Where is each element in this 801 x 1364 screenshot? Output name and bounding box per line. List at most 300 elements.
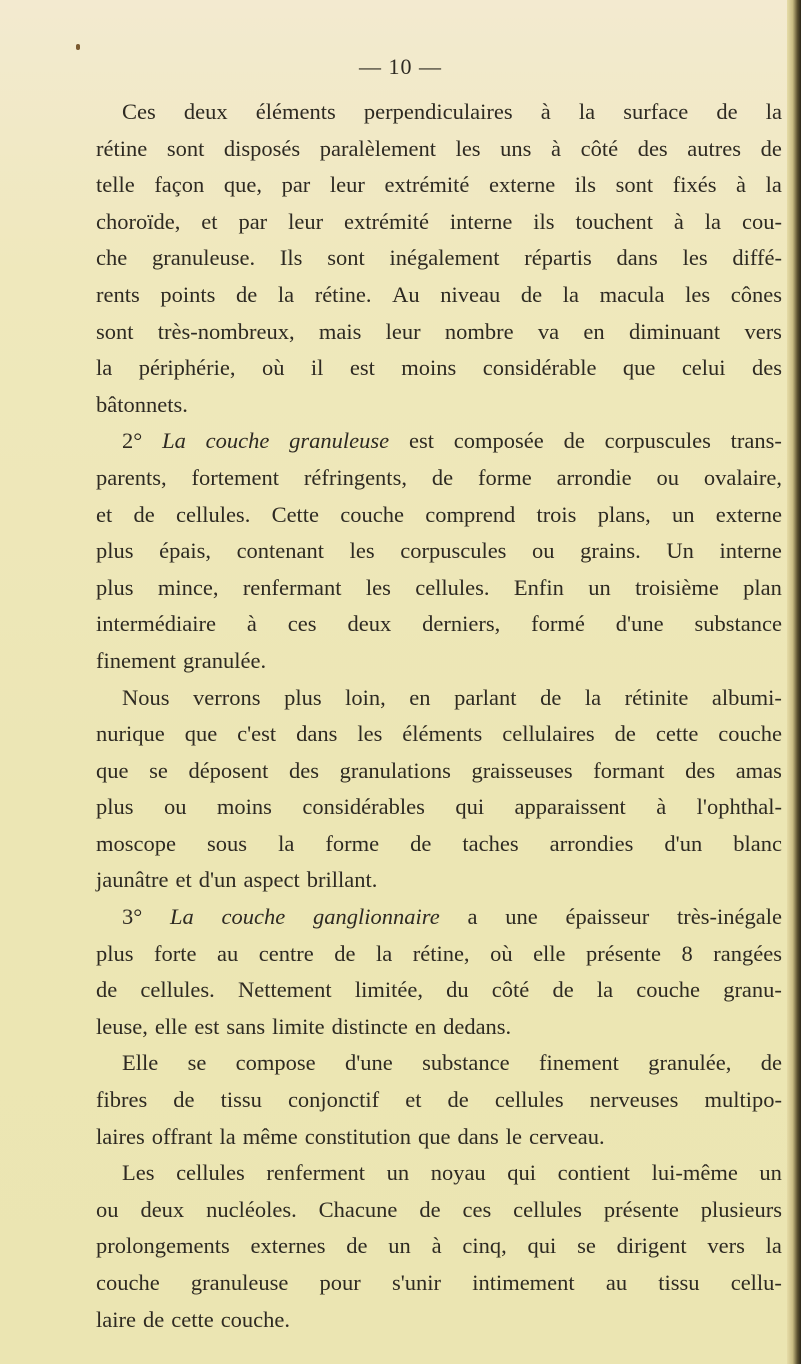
word: rétine <box>96 135 148 161</box>
word: la <box>562 281 579 307</box>
text-line <box>96 862 782 899</box>
word: granulée, <box>648 1050 732 1076</box>
word: substance <box>422 1050 510 1076</box>
word: côté <box>580 135 619 161</box>
word: constitution <box>304 1123 412 1149</box>
word: couche <box>636 977 701 1003</box>
word: où <box>490 940 513 966</box>
word: uns <box>500 135 532 161</box>
word: même <box>242 1123 298 1149</box>
word: surface <box>623 99 689 124</box>
word: éléments <box>255 99 336 124</box>
word: la <box>278 830 295 856</box>
word: ovalaire, <box>703 464 782 490</box>
text-line <box>96 1302 782 1339</box>
word: extrémité <box>384 172 470 198</box>
word: Enfin <box>513 574 564 600</box>
word: formé <box>531 611 585 637</box>
word: ces <box>287 611 317 637</box>
text-line <box>96 716 782 753</box>
word: répartis <box>524 245 592 271</box>
word: les <box>685 281 711 307</box>
word: que, <box>223 172 262 198</box>
word: les <box>365 574 391 600</box>
word: un <box>386 1160 410 1186</box>
word: sont <box>166 135 205 161</box>
word: blanc <box>733 830 782 856</box>
word: des <box>289 757 320 783</box>
word: leuse, <box>96 1013 148 1039</box>
word: cette <box>655 721 699 747</box>
word: d'une <box>345 1050 393 1076</box>
word: Nettement <box>237 977 332 1003</box>
word: dans <box>296 721 338 747</box>
word: plusieurs <box>700 1196 782 1222</box>
text-line <box>96 497 782 534</box>
word: externe <box>715 501 782 527</box>
text-line <box>96 680 782 717</box>
word: parents, <box>96 464 167 490</box>
word: nucléoles. <box>206 1196 297 1222</box>
word: paralèlement <box>319 135 436 161</box>
word: les <box>349 538 375 564</box>
word: noyau <box>430 1160 486 1186</box>
text-line <box>96 314 782 351</box>
word: cerveau. <box>529 1123 605 1149</box>
word: s'unir <box>391 1270 442 1295</box>
word: niveau <box>440 281 501 307</box>
word: derniers, <box>422 611 501 637</box>
word: forte <box>154 940 197 966</box>
word: côté <box>491 977 530 1003</box>
word: épaisseur <box>565 904 650 930</box>
word: en <box>414 1013 437 1039</box>
word: dans <box>457 1123 499 1149</box>
text-line <box>96 1119 782 1156</box>
text-line <box>96 204 782 241</box>
word: déposent <box>188 757 269 783</box>
text-line <box>96 1265 782 1302</box>
word: de <box>419 1196 441 1222</box>
word: moins <box>216 794 272 820</box>
italic-word: La <box>170 904 194 930</box>
word: de <box>173 1087 195 1113</box>
word: limite <box>272 1013 325 1039</box>
word: cette <box>171 1306 214 1332</box>
word: de <box>760 135 782 161</box>
word: à <box>431 1233 442 1259</box>
word: les <box>682 245 708 271</box>
word: deux <box>140 1196 185 1222</box>
word: de <box>520 281 543 307</box>
word: que <box>622 355 656 381</box>
text-line <box>96 94 782 131</box>
text-line <box>96 643 782 680</box>
word: cinq, <box>462 1233 507 1259</box>
word: corpuscules <box>604 428 711 454</box>
text-line <box>96 350 782 387</box>
word: taches <box>462 830 519 856</box>
word: interne <box>449 208 513 234</box>
word: 2° <box>122 428 143 454</box>
word: finement <box>538 1050 619 1076</box>
italic-word: ganglionnaire <box>313 904 440 930</box>
word: diminuant <box>628 318 721 344</box>
word: moins <box>401 355 457 381</box>
word: et <box>175 867 192 893</box>
word: la <box>277 281 295 307</box>
word: de <box>96 977 118 1003</box>
word: ils <box>533 208 555 234</box>
word: de <box>716 99 738 124</box>
word: macula <box>599 281 665 307</box>
text-line <box>96 826 782 863</box>
word: de <box>431 464 454 490</box>
word: de <box>760 1050 782 1076</box>
word: façon <box>154 172 205 198</box>
word: leur <box>385 318 421 344</box>
text-line <box>96 167 782 204</box>
word: trans- <box>730 428 782 454</box>
word: sans <box>226 1013 266 1039</box>
word: forme <box>325 830 380 856</box>
text-line <box>96 1009 782 1046</box>
word: nurique <box>96 721 165 747</box>
word: couche <box>340 501 404 527</box>
word: Chacune <box>318 1196 398 1222</box>
word: fibres <box>96 1087 148 1113</box>
word: et <box>405 1087 422 1113</box>
word: vers <box>707 1233 745 1259</box>
text-line <box>96 936 782 973</box>
word: touchent <box>575 208 653 234</box>
word: les <box>455 135 481 161</box>
word: finement <box>96 647 176 673</box>
word: qui <box>455 794 485 820</box>
word: considérable <box>482 355 597 381</box>
text-line <box>96 1155 782 1192</box>
text-line <box>96 753 782 790</box>
word: tissu <box>658 1270 700 1295</box>
word: elle <box>533 940 566 966</box>
ink-spot <box>76 44 80 50</box>
word: diffé- <box>732 245 782 271</box>
word: en <box>583 318 605 344</box>
word: plus <box>96 538 134 564</box>
word: éléments <box>402 721 483 747</box>
word: sont <box>615 172 654 198</box>
word: la <box>765 172 782 198</box>
text-line <box>96 606 782 643</box>
body-text <box>96 94 782 1338</box>
word: forme <box>477 464 532 490</box>
word: de <box>410 830 432 856</box>
word: conjonctif <box>287 1087 380 1113</box>
word: extrémité <box>344 208 429 234</box>
word: externes <box>250 1233 326 1259</box>
word: qui <box>527 1233 557 1259</box>
word: deux <box>183 99 228 124</box>
word: rétinite <box>624 684 689 710</box>
word: cônes <box>730 281 782 307</box>
word: rétine. <box>314 281 372 307</box>
text-line <box>96 789 782 826</box>
word: à <box>540 99 551 124</box>
word: laires <box>96 1123 145 1149</box>
word: de <box>334 940 356 966</box>
word: celui <box>681 355 726 381</box>
word: fixés <box>672 172 717 198</box>
word: cou- <box>741 208 782 234</box>
word: Un <box>666 538 694 564</box>
word: autres <box>687 135 742 161</box>
word: 8 <box>681 940 693 966</box>
word: trois <box>536 501 577 527</box>
word: nerveuses <box>589 1087 679 1113</box>
word: est <box>349 355 375 381</box>
word: fortement <box>191 464 279 490</box>
word: dans <box>616 245 658 271</box>
italic-word: couche <box>221 904 286 930</box>
word: Ces <box>122 99 156 124</box>
word: renfermant <box>242 574 342 600</box>
word: la <box>375 940 393 966</box>
word: corpuscules <box>400 538 507 564</box>
word: réfringents, <box>303 464 407 490</box>
word: une <box>505 904 538 930</box>
word: cellules. <box>140 977 215 1003</box>
word: pour <box>319 1270 361 1295</box>
text-line <box>96 387 782 424</box>
word: telle <box>96 172 135 198</box>
word: amas <box>735 757 782 783</box>
italic-word: granuleuse <box>289 428 390 454</box>
word: cellules <box>513 1196 582 1222</box>
word: des <box>637 135 668 161</box>
word: Les <box>122 1160 155 1186</box>
word: de <box>540 684 562 710</box>
word: deux <box>347 611 392 637</box>
word: le <box>505 1123 523 1149</box>
word: 3° <box>122 904 143 930</box>
word: inégalement <box>389 245 500 271</box>
word: arrondies <box>549 830 634 856</box>
word: Au <box>392 281 420 307</box>
word: leur <box>329 172 365 198</box>
word: plus <box>284 684 322 710</box>
word: et <box>96 501 113 527</box>
word: rents <box>96 281 140 307</box>
word: ou <box>163 794 187 820</box>
text-line <box>96 972 782 1009</box>
word: arrondie <box>556 464 632 490</box>
word: à <box>656 794 667 820</box>
word: se <box>149 757 168 783</box>
word: laire <box>96 1306 136 1332</box>
word: d'une <box>615 611 664 637</box>
word: composée <box>453 428 544 454</box>
word: plans, <box>597 501 651 527</box>
word: des <box>751 355 782 381</box>
word: considérables <box>302 794 425 820</box>
word: de <box>552 977 574 1003</box>
word: mince, <box>157 574 219 600</box>
word: parlant <box>454 684 517 710</box>
italic-word: couche <box>205 428 270 454</box>
word: à <box>551 135 562 161</box>
word: interne <box>719 538 782 564</box>
word: de <box>133 501 155 527</box>
text-line <box>96 277 782 314</box>
word: des <box>685 757 716 783</box>
text-line <box>96 1228 782 1265</box>
word: la <box>584 684 602 710</box>
word: sont <box>327 245 365 271</box>
word: granuleuse <box>190 1270 289 1295</box>
word: un <box>759 1160 782 1186</box>
word: et <box>201 208 218 234</box>
word: brillant. <box>306 867 378 893</box>
word: points <box>160 281 216 307</box>
word: contient <box>557 1160 631 1186</box>
word: troisième <box>635 574 719 600</box>
word: présente <box>586 940 662 966</box>
word: leur <box>288 208 324 234</box>
text-line <box>96 1082 782 1119</box>
word: se <box>187 1050 207 1076</box>
word: renferment <box>266 1160 366 1186</box>
word: épais, <box>159 538 211 564</box>
word: en <box>409 684 431 710</box>
word: cellules <box>176 1160 245 1186</box>
word: distincte <box>331 1013 408 1039</box>
word: c'est <box>237 721 277 747</box>
word: Nous <box>122 684 170 710</box>
word: Elle <box>122 1050 159 1076</box>
word: granulée. <box>182 647 267 673</box>
word: de <box>614 721 636 747</box>
word: la <box>578 99 596 124</box>
word: cellules. <box>175 501 251 527</box>
word: plus <box>96 794 134 820</box>
word: que <box>418 1123 451 1149</box>
word: se <box>577 1233 596 1259</box>
word: grains. <box>580 538 641 564</box>
text-line <box>96 460 782 497</box>
word: cellules <box>494 1087 564 1113</box>
word: graisseuses <box>471 757 573 783</box>
word: que <box>96 757 129 783</box>
word: intermédiaire <box>96 611 216 637</box>
word: granulations <box>339 757 451 783</box>
word: albumi- <box>711 684 782 710</box>
word: au <box>605 1270 628 1295</box>
word: intimement <box>472 1270 575 1295</box>
word: à <box>673 208 684 234</box>
word: choroïde, <box>96 208 181 234</box>
word: il <box>310 355 324 381</box>
word: perpendiculaires <box>363 99 513 124</box>
word: ou <box>532 538 555 564</box>
word: tissu <box>220 1087 262 1113</box>
word: va <box>537 318 560 344</box>
word: couche. <box>220 1306 291 1332</box>
word: vers <box>744 318 782 344</box>
word: jaunâtre <box>96 867 169 893</box>
word: un <box>388 1233 411 1259</box>
word: ces <box>462 1196 492 1222</box>
book-binding-edge <box>787 0 801 1364</box>
word: très-nombreux, <box>157 318 295 344</box>
word: par <box>238 208 268 234</box>
word: mais <box>318 318 362 344</box>
word: sous <box>207 830 248 856</box>
word: la <box>596 977 614 1003</box>
word: loin, <box>345 684 386 710</box>
text-line <box>96 240 782 277</box>
text-line <box>96 899 782 936</box>
word: sont <box>96 318 134 344</box>
word: Cette <box>271 501 320 527</box>
word: centre <box>258 940 314 966</box>
word: rétine, <box>412 940 470 966</box>
word: che <box>96 245 128 271</box>
word: la <box>96 355 113 381</box>
word: les <box>357 721 383 747</box>
italic-word: La <box>162 428 186 454</box>
word: présente <box>603 1196 679 1222</box>
word: Ils <box>279 245 303 271</box>
word: couche <box>96 1270 160 1295</box>
word: verrons <box>193 684 261 710</box>
word: la <box>765 99 782 124</box>
word: un <box>588 574 611 600</box>
word: plus <box>96 940 134 966</box>
word: offrant <box>151 1123 213 1149</box>
word: prolongements <box>96 1233 230 1259</box>
word: plan <box>743 574 782 600</box>
word: ou <box>96 1196 119 1222</box>
text-line <box>96 423 782 460</box>
word: où <box>261 355 285 381</box>
word: moscope <box>96 830 176 856</box>
word: de <box>563 428 585 454</box>
word: la <box>704 208 722 234</box>
word: ou <box>656 464 679 490</box>
word: d'un <box>198 867 237 893</box>
word: plus <box>96 574 134 600</box>
word: est <box>408 428 434 454</box>
word: granuleuse. <box>152 245 256 271</box>
text-line <box>96 1192 782 1229</box>
word: du <box>446 977 469 1003</box>
word: que <box>184 721 218 747</box>
text-line <box>96 570 782 607</box>
word: très-inégale <box>676 904 782 930</box>
word: à <box>246 611 257 637</box>
word: est <box>194 1013 220 1039</box>
word: a <box>467 904 478 930</box>
word: externe <box>488 172 556 198</box>
word: bâtonnets. <box>96 391 188 417</box>
word: ils <box>574 172 597 198</box>
word: compose <box>235 1050 316 1076</box>
word: à <box>736 172 747 198</box>
word: formant <box>593 757 665 783</box>
word: l'ophthal- <box>696 794 782 820</box>
word: périphérie, <box>138 355 236 381</box>
word: un <box>672 501 695 527</box>
